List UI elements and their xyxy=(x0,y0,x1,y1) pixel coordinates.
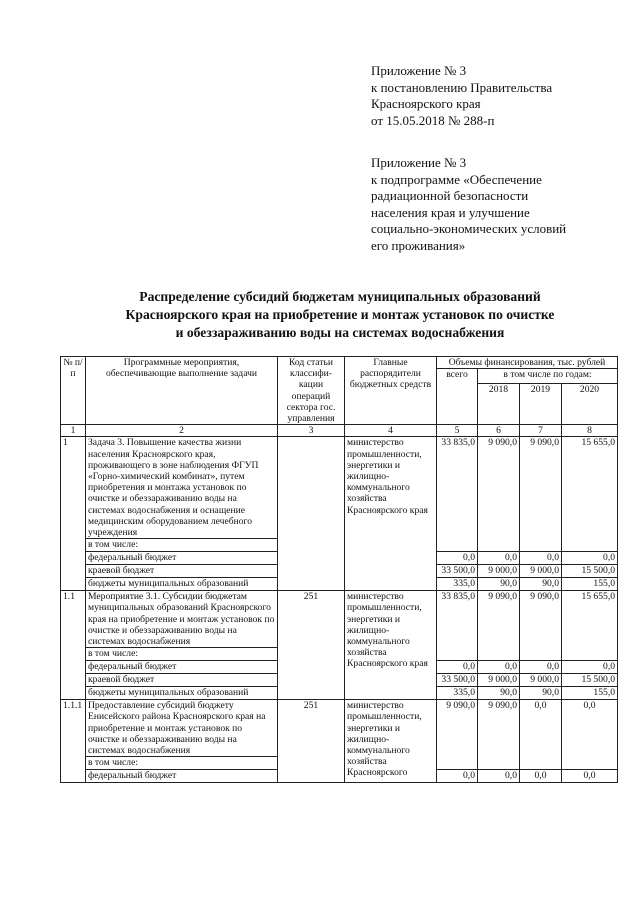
budget-year: 90,0 xyxy=(520,578,562,591)
appendix-resolution-block xyxy=(371,63,552,129)
appendix-resolution-line: Приложение № 3 xyxy=(371,63,467,78)
budget-year: 0,0 xyxy=(478,770,520,783)
row-code xyxy=(278,437,345,591)
column-index-row xyxy=(61,425,618,437)
budget-year: 15 500,0 xyxy=(562,674,618,687)
budget-year: 90,0 xyxy=(520,687,562,700)
row-name: Задача 3. Повышение качества жизни населения Красноярского края, проживающего в зоне наблюдения ФГУП «Горно-химический комбинат», путем приобретения и монтажа установок по очистке и обеззараживанию воды на системах водоснабжения и оснащение медицинским оборудованием лечебного учреждения xyxy=(86,437,278,539)
budget-label: федеральный бюджет xyxy=(86,552,278,565)
budget-label: краевой бюджет xyxy=(86,674,278,687)
row-manager: министерство промышленности, энергетики и жилищно-коммунального хозяйства Красноярского xyxy=(345,700,437,783)
row-year: 9 090,0 xyxy=(478,591,520,661)
title-line: и обеззараживанию воды на системах водоснабжения xyxy=(175,325,505,340)
title-line: Распределение субсидий бюджетам муниципальных образований xyxy=(139,289,541,304)
row-name: Мероприятие 3.1. Субсидии бюджетам муниципальных образований Красноярского края на приобретение и монтаж установок по очистке и обеззараживанию воды на системах водоснабжения xyxy=(86,591,278,648)
budget-year: 9 000,0 xyxy=(520,674,562,687)
appendix-subprogram-line: радиационной безопасности xyxy=(371,188,529,203)
budget-total: 33 500,0 xyxy=(437,674,478,687)
budget-year: 0,0 xyxy=(562,770,618,783)
appendix-resolution-line: к постановлению Правительства xyxy=(371,79,553,95)
row-manager: министерство промышленности, энергетики и жилищно-коммунального хозяйства Красноярского края xyxy=(345,437,437,591)
budget-year: 90,0 xyxy=(478,578,520,591)
header-num: № п/п xyxy=(61,357,86,425)
column-index: 5 xyxy=(437,425,478,437)
row-year: 9 090,0 xyxy=(478,437,520,552)
header-managers: Главные распорядители бюджетных средств xyxy=(345,357,437,425)
row-year: 0,0 xyxy=(520,700,562,770)
header-total: всего xyxy=(437,369,478,425)
appendix-resolution-line: от 15.05.2018 № 288-п xyxy=(371,112,495,128)
budget-year: 0,0 xyxy=(562,552,618,565)
budget-year: 90,0 xyxy=(478,687,520,700)
budget-total: 0,0 xyxy=(437,770,478,783)
table-row xyxy=(61,591,618,648)
budget-label: бюджеты муниципальных образований xyxy=(86,687,278,700)
header-code: Код статьи классифи- кации операций сектора гос. управления xyxy=(278,357,345,425)
row-year: 9 090,0 xyxy=(520,591,562,661)
row-year: 0,0 xyxy=(562,700,618,770)
budget-year: 155,0 xyxy=(562,687,618,700)
table-row xyxy=(61,700,618,757)
column-index: 3 xyxy=(278,425,345,437)
row-including: в том числе: xyxy=(86,539,278,552)
budget-year: 155,0 xyxy=(562,578,618,591)
budget-year: 0,0 xyxy=(478,661,520,674)
budget-label: бюджеты муниципальных образований xyxy=(86,578,278,591)
budget-year: 9 000,0 xyxy=(478,674,520,687)
column-index: 6 xyxy=(478,425,520,437)
budget-year: 9 000,0 xyxy=(520,565,562,578)
row-total: 33 835,0 xyxy=(437,591,478,661)
budget-year: 0,0 xyxy=(520,661,562,674)
appendix-subprogram-block xyxy=(371,155,566,254)
budget-total: 33 500,0 xyxy=(437,565,478,578)
appendix-subprogram-line: населения края и улучшение xyxy=(371,204,530,220)
appendix-subprogram-line: его проживания» xyxy=(371,237,466,253)
header-volumes: Объемы финансирования, тыс. рублей xyxy=(437,357,618,369)
row-year: 9 090,0 xyxy=(520,437,562,552)
budget-label: федеральный бюджет xyxy=(86,770,278,783)
budget-total: 0,0 xyxy=(437,661,478,674)
budget-label: федеральный бюджет xyxy=(86,661,278,674)
table-row xyxy=(61,437,618,539)
row-total: 9 090,0 xyxy=(437,700,478,770)
budget-label: краевой бюджет xyxy=(86,565,278,578)
table-header-row xyxy=(61,357,618,369)
appendix-subprogram-line: к подпрограмме «Обеспечение xyxy=(371,171,542,187)
appendix-subprogram-line: Приложение № 3 xyxy=(371,155,467,170)
column-index: 2 xyxy=(86,425,278,437)
row-num: 1 xyxy=(61,437,86,591)
column-index: 7 xyxy=(520,425,562,437)
column-index: 4 xyxy=(345,425,437,437)
column-index: 1 xyxy=(61,425,86,437)
row-name: Предоставление субсидий бюджету Енисейского района Красноярского края на приобретение и монтаж установок по очистке и обеззараживанию воды на системах водоснабжения xyxy=(86,700,278,757)
title-line: Красноярского края на приобретение и монтаж установок по очистке xyxy=(125,307,555,322)
budget-year: 0,0 xyxy=(520,770,562,783)
row-including: в том числе: xyxy=(86,648,278,661)
row-including: в том числе: xyxy=(86,757,278,770)
header-year: 2019 xyxy=(520,384,562,425)
row-code: 251 xyxy=(278,700,345,783)
budget-year: 0,0 xyxy=(520,552,562,565)
header-year: 2020 xyxy=(562,384,618,425)
header-year: 2018 xyxy=(478,384,520,425)
budget-year: 15 500,0 xyxy=(562,565,618,578)
budget-year: 0,0 xyxy=(562,661,618,674)
row-num: 1.1 xyxy=(61,591,86,700)
budget-total: 335,0 xyxy=(437,687,478,700)
header-by-years: в том числе по годам: xyxy=(478,369,618,384)
budget-total: 0,0 xyxy=(437,552,478,565)
row-num: 1.1.1 xyxy=(61,700,86,783)
budget-total: 335,0 xyxy=(437,578,478,591)
budget-year: 9 000,0 xyxy=(478,565,520,578)
column-index: 8 xyxy=(562,425,618,437)
appendix-subprogram-line: социально-экономических условий xyxy=(371,221,567,236)
subsidy-table xyxy=(60,356,618,783)
row-manager: министерство промышленности, энергетики и жилищно-коммунального хозяйства Красноярского края xyxy=(345,591,437,700)
document-title xyxy=(60,288,620,342)
row-total: 33 835,0 xyxy=(437,437,478,552)
row-code: 251 xyxy=(278,591,345,700)
budget-year: 0,0 xyxy=(478,552,520,565)
row-year: 15 655,0 xyxy=(562,591,618,661)
row-year: 15 655,0 xyxy=(562,437,618,552)
appendix-resolution-line: Красноярского края xyxy=(371,96,481,111)
header-activities: Программные мероприятия, обеспечивающие выполнение задачи xyxy=(86,357,278,425)
row-year: 9 090,0 xyxy=(478,700,520,770)
